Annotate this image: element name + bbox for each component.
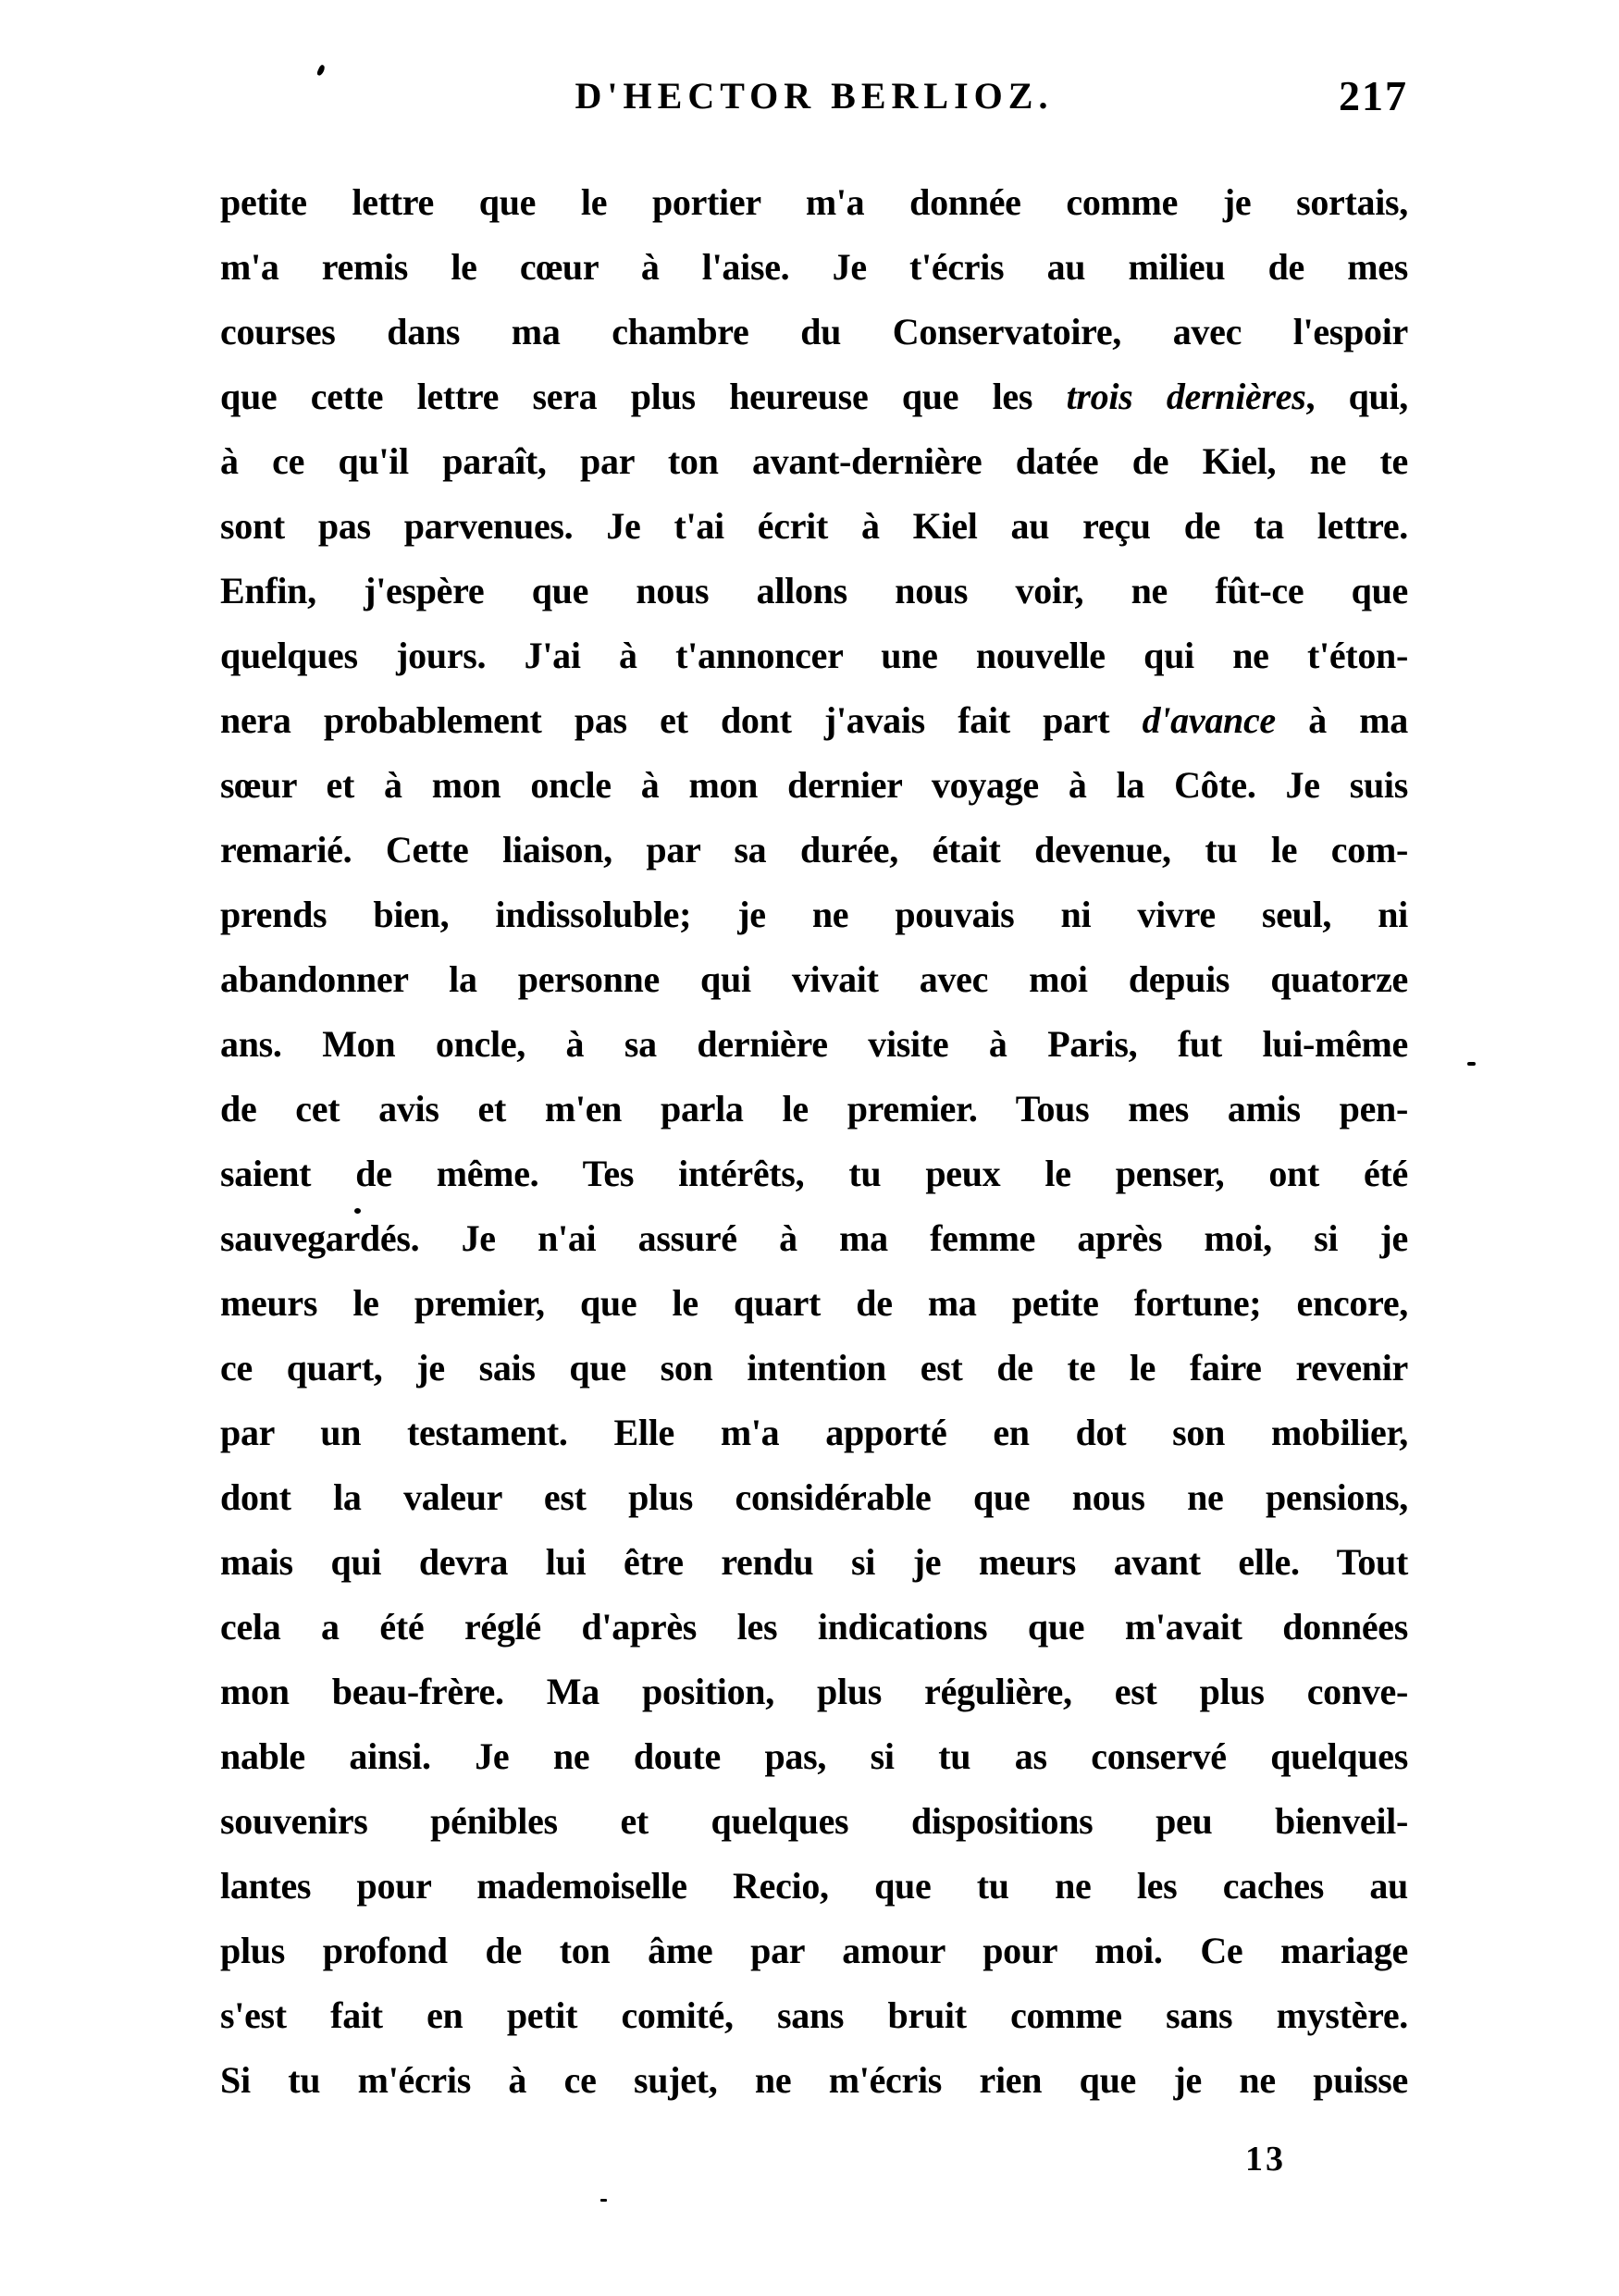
text-segment: mais qui devra lui être rendu si je meurs avant elle. Tout xyxy=(220,1541,1408,1583)
text-line xyxy=(220,1465,1408,1530)
text-line xyxy=(220,494,1408,559)
text-line xyxy=(220,883,1408,947)
text-segment: plus profond de ton âme par amour pour moi. Ce mariage xyxy=(220,1930,1408,1971)
italic-phrase: trois dernières xyxy=(1066,376,1306,417)
text-line xyxy=(220,1854,1408,1919)
text-line xyxy=(220,2048,1408,2113)
text-line xyxy=(220,170,1408,235)
text-segment: dont la valeur est plus considérable que nous ne pensions, xyxy=(220,1476,1408,1518)
text-line xyxy=(220,1983,1408,2048)
text-segment: Enfin, j'espère que nous allons nous voir, ne fût-ce que xyxy=(220,570,1408,611)
text-segment: sauvegardés. Je n'ai assuré à ma femme après moi, si je xyxy=(220,1217,1408,1259)
text-segment: à ma xyxy=(1275,699,1408,741)
text-line xyxy=(220,1660,1408,1724)
text-line xyxy=(220,1919,1408,1983)
text-line xyxy=(220,1077,1408,1142)
scan-speck xyxy=(354,1208,361,1214)
italic-phrase: d'avance xyxy=(1142,699,1276,741)
text-segment: par un testament. Elle m'a apporté en dot son mobilier, xyxy=(220,1412,1408,1453)
text-line xyxy=(220,364,1408,429)
text-line xyxy=(220,1401,1408,1465)
text-segment: lantes pour mademoiselle Recio, que tu ne les caches au xyxy=(220,1865,1408,1907)
text-line xyxy=(220,1789,1408,1854)
text-segment: meurs le premier, que le quart de ma petite fortune; encore, xyxy=(220,1282,1408,1324)
text-segment: prends bien, indissoluble; je ne pouvais ni vivre seul, ni xyxy=(220,894,1408,935)
text-line xyxy=(220,947,1408,1012)
text-segment: souvenirs pénibles et quelques dispositions peu bienveil- xyxy=(220,1800,1408,1842)
page-header xyxy=(220,72,1408,120)
text-segment: nera probablement pas et dont j'avais fait part xyxy=(220,699,1143,741)
text-segment: nable ainsi. Je ne doute pas, si tu as conservé quelques xyxy=(220,1735,1408,1777)
text-line xyxy=(220,1336,1408,1401)
text-line xyxy=(220,1206,1408,1271)
text-segment: à ce qu'il paraît, par ton avant-dernière datée de Kiel, ne te xyxy=(220,440,1408,482)
text-segment: sœur et à mon oncle à mon dernier voyage à la Côte. Je suis xyxy=(220,764,1408,806)
text-line xyxy=(220,1271,1408,1336)
text-segment: , qui, xyxy=(1305,376,1408,417)
text-line xyxy=(220,753,1408,818)
text-line xyxy=(220,623,1408,688)
text-segment: cela a été réglé d'après les indications que m'avait données xyxy=(220,1606,1408,1648)
text-segment: de cet avis et m'en parla le premier. Tous mes amis pen- xyxy=(220,1088,1408,1129)
text-segment: mon beau-frère. Ma position, plus régulière, est plus conve- xyxy=(220,1671,1408,1712)
text-segment: ce quart, je sais que son intention est de te le faire revenir xyxy=(220,1347,1408,1389)
text-segment: abandonner la personne qui vivait avec moi depuis quatorze xyxy=(220,958,1408,1000)
text-segment: m'a remis le cœur à l'aise. Je t'écris au milieu de mes xyxy=(220,246,1408,288)
scan-speck xyxy=(1467,1062,1476,1066)
text-line xyxy=(220,1530,1408,1595)
text-line xyxy=(220,1142,1408,1206)
text-segment: courses dans ma chambre du Conservatoire, avec l'espoir xyxy=(220,311,1408,352)
text-segment: sont pas parvenues. Je t'ai écrit à Kiel au reçu de ta lettre. xyxy=(220,505,1408,547)
letter-body xyxy=(220,170,1408,2113)
text-line xyxy=(220,559,1408,623)
scan-speck xyxy=(600,2199,607,2202)
page-number: 217 xyxy=(1339,72,1408,119)
text-segment: que cette lettre sera plus heureuse que les xyxy=(220,376,1067,417)
text-line xyxy=(220,235,1408,300)
text-segment: quelques jours. J'ai à t'annoncer une nouvelle qui ne t'éton- xyxy=(220,635,1408,676)
text-segment: petite lettre que le portier m'a donnée comme je sortais, xyxy=(220,181,1408,223)
signature-mark: 13 xyxy=(1245,2140,1286,2179)
text-line xyxy=(220,429,1408,494)
text-segment: saient de même. Tes intérêts, tu peux le penser, ont été xyxy=(220,1153,1408,1194)
text-line xyxy=(220,1012,1408,1077)
text-line xyxy=(220,688,1408,753)
text-segment: s'est fait en petit comité, sans bruit comme sans mystère. xyxy=(220,1994,1408,2036)
text-segment: Si tu m'écris à ce sujet, ne m'écris rien que je ne puisse xyxy=(220,2059,1408,2101)
text-line xyxy=(220,1724,1408,1789)
text-line xyxy=(220,818,1408,883)
running-title: D'HECTOR BERLIOZ. xyxy=(575,75,1054,117)
text-line xyxy=(220,300,1408,364)
text-segment: ans. Mon oncle, à sa dernière visite à Paris, fut lui-même xyxy=(220,1023,1408,1065)
text-line xyxy=(220,1595,1408,1660)
text-segment: remarié. Cette liaison, par sa durée, était devenue, tu le com- xyxy=(220,829,1408,870)
